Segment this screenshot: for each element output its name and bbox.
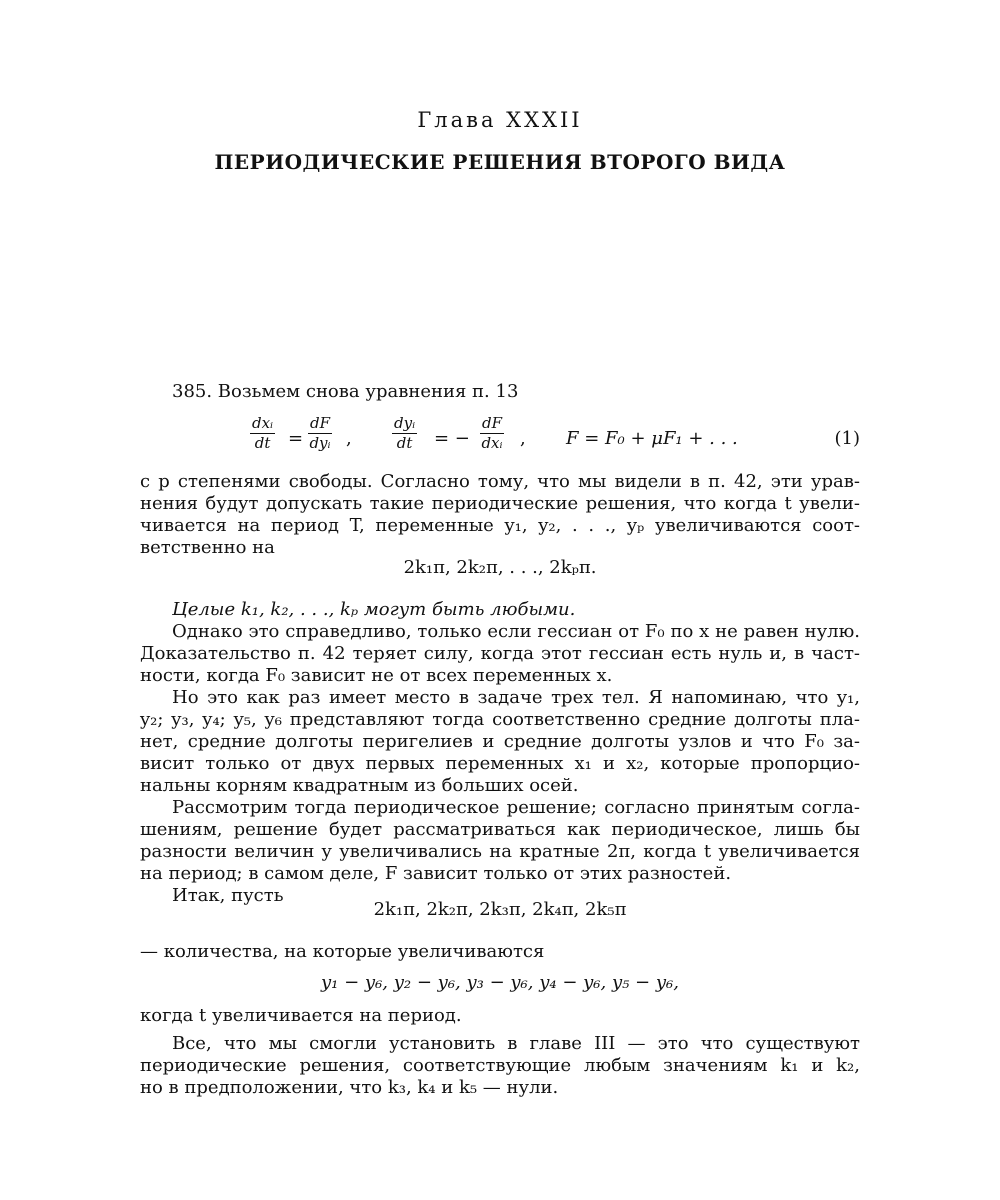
- theorem-statement: Целые k₁, k₂, . . ., kₚ могут быть любыми.: [172, 599, 576, 620]
- display-formula: y₁ − y₆, y₂ − y₆, y₃ − y₆, y₄ − y₆, y₅ − y₆,: [321, 972, 679, 993]
- text-line: но в предположении, что k₃, k₄ и k₅ — нули.: [140, 1077, 559, 1098]
- comma: ,: [520, 428, 526, 449]
- text-line: чивается на период T, переменные y₁, y₂, . . ., yₚ увеличиваются соот-: [140, 515, 860, 536]
- fraction-dyi-dt: dyᵢ dt: [394, 414, 416, 452]
- comma: ,: [346, 428, 352, 449]
- text-line: y₂; y₃, y₄; y₅, y₆ представляют тогда соответственно средние долготы пла-: [140, 709, 860, 730]
- text-line: Однако это справедливо, только если гессиан от F₀ по x не равен нулю.: [172, 621, 860, 642]
- equation-1: [250, 414, 860, 460]
- text-line: — количества, на которые увеличиваются: [140, 941, 545, 962]
- text-line: разности величин y увеличивались на кратные 2π, когда t увеличивается: [140, 841, 860, 862]
- text-line: Итак, пусть: [172, 885, 284, 906]
- equals-sign: =: [288, 428, 304, 449]
- text-line: ветственно на: [140, 537, 275, 558]
- display-formula: 2k₁π, 2k₂π, . . ., 2kₚπ.: [403, 557, 597, 578]
- text-line: Но это как раз имеет место в задаче трех тел. Я напоминаю, что y₁,: [172, 687, 860, 708]
- text-line: нения будут допускать такие периодические решения, что когда t увели-: [140, 493, 860, 514]
- text-line: когда t увеличивается на период.: [140, 1005, 462, 1026]
- text-line: нет, средние долготы перигелиев и средние долготы узлов и что F₀ за-: [140, 731, 860, 752]
- text-line: Рассмотрим тогда периодическое решение; согласно принятым согла-: [172, 797, 860, 818]
- text-line: с p степенями свободы. Согласно тому, что мы видели в п. 42, эти урав-: [140, 471, 860, 492]
- text-line: шениям, решение будет рассматриваться как периодическое, лишь бы: [140, 819, 860, 840]
- paragraph-385-intro: 385. Возьмем снова уравнения п. 13: [172, 381, 519, 402]
- text-line: ности, когда F₀ зависит не от всех переменных x.: [140, 665, 613, 686]
- equals-minus-sign: = −: [434, 428, 470, 449]
- fraction-dF-dxi: dF dxᵢ: [481, 414, 503, 452]
- text-line: Все, что мы смогли установить в главе III — это что существуют: [172, 1033, 860, 1054]
- text-line: висит только от двух первых переменных x₁ и x₂, которые пропорцио-: [140, 753, 860, 774]
- fraction-dF-dyi: dF dyᵢ: [309, 414, 331, 452]
- chapter-title: ПЕРИОДИЧЕСКИЕ РЕШЕНИЯ ВТОРОГО ВИДА: [214, 150, 786, 174]
- equation-number: (1): [834, 428, 860, 449]
- text-line: периодические решения, соответствующие любым значениям k₁ и k₂,: [140, 1055, 860, 1076]
- text-line: Доказательство п. 42 теряет силу, когда этот гессиан есть нуль и, в част-: [140, 643, 860, 664]
- display-formula: 2k₁π, 2k₂π, 2k₃π, 2k₄π, 2k₅π: [373, 899, 627, 920]
- chapter-heading: Глава XXXII: [417, 108, 583, 132]
- text-line: на период; в самом деле, F зависит только от этих разностей.: [140, 863, 732, 884]
- text-line: нальны корням квадратным из больших осей.: [140, 775, 579, 796]
- fraction-dxi-dt: dxᵢ dt: [252, 414, 274, 452]
- hamiltonian-expansion: F = F₀ + μF₁ + . . .: [566, 428, 738, 449]
